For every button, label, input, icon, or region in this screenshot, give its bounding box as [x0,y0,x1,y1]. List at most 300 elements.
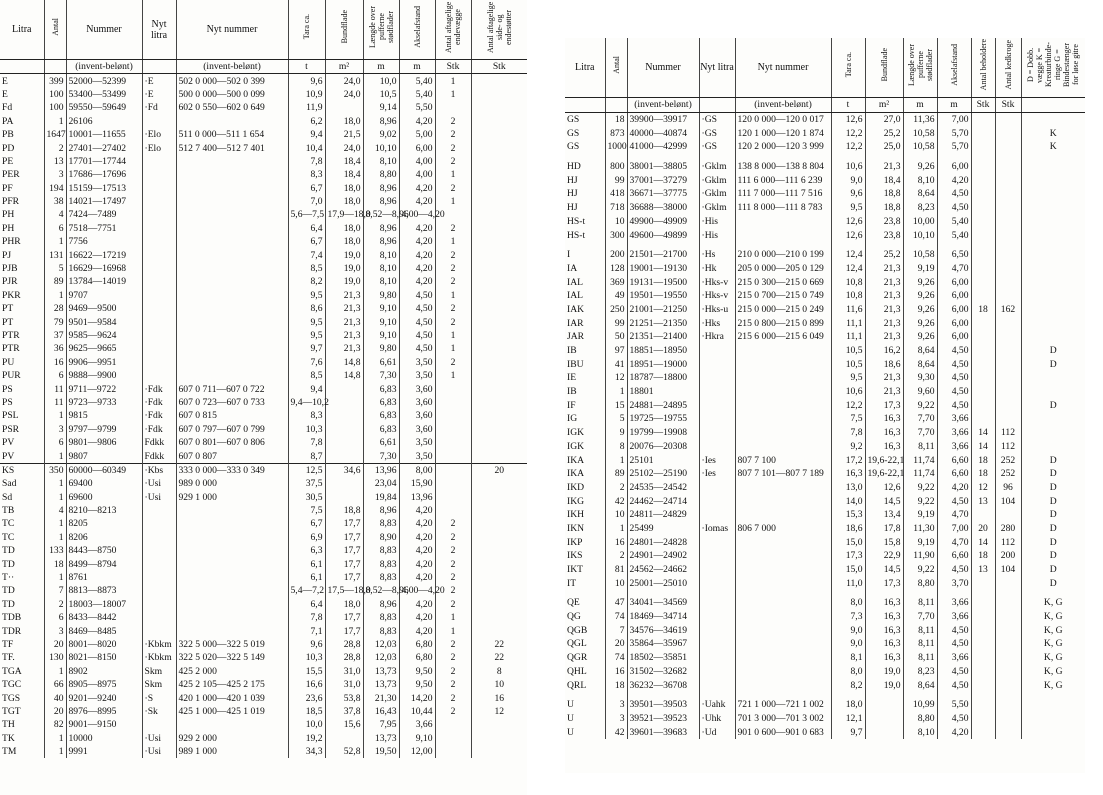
table-cell: PJ [0,248,44,261]
table-cell: K [1049,127,1057,139]
table-cell [699,678,735,692]
table-cell: 7 [44,584,66,597]
table-cell: 8 [496,665,502,677]
table-cell [735,651,831,665]
table-cell: 8469—8485 [66,624,142,637]
table-cell: 14 [971,535,995,549]
table-row [565,678,1085,692]
table-cell: 5 [605,412,627,426]
table-cell [1021,303,1085,317]
table-cell: 36688—38000 [627,201,699,215]
table-cell: 34576—34619 [627,623,699,637]
table-cell: 15,8 [865,535,903,549]
table-cell: PJR [0,275,44,288]
table-cell: 18 [971,549,995,563]
table-cell [1021,215,1085,229]
table-cell: 8,96 [363,115,399,128]
table-cell: 12,00 [399,745,435,758]
table-cell: 74 [605,651,627,665]
table-cell: 1 [44,235,66,248]
table-cell: 162 [995,303,1021,317]
table-cell: D [1049,454,1057,466]
table-cell: 8,10 [903,725,937,739]
table-cell: 6 [44,436,66,449]
table-cell: IT [565,576,605,590]
table-cell [995,678,1021,692]
table-cell: 1 [435,195,471,208]
table-cell: 8205 [66,517,142,530]
table-cell [471,289,527,302]
table-cell [699,665,735,679]
left-page [0,0,527,795]
table-cell: PTR [0,329,44,342]
table-cell: 35864—35967 [627,637,699,651]
table-cell [995,698,1021,712]
table-cell [971,160,995,174]
table-cell: 13 [44,155,66,168]
table-cell: D [1049,536,1057,548]
r-header-nyt-litra: Nyt litra [699,38,735,98]
table-cell: K, G [1043,652,1063,664]
table-cell: 10 [605,508,627,522]
table-cell: 6,83 [363,382,399,395]
table-cell: 10,3 [288,651,325,664]
table-cell: 24901—24902 [627,549,699,563]
table-cell: 425 1 000—425 1 019 [176,705,288,718]
table-cell: 19,0 [325,262,363,275]
table-cell: 21,3 [865,371,903,385]
r-beholdere-unit: Stk [971,98,995,113]
table-cell: 9,30 [903,371,937,385]
table-cell: 873 [605,126,627,140]
table-cell: 82 [44,718,66,731]
table-row [0,449,527,463]
table-row [0,342,527,355]
table-cell: 16 [605,665,627,679]
table-cell: K, G [1043,638,1063,650]
table-cell: 3 [605,698,627,712]
table-cell: 13,73 [363,665,399,678]
table-row [565,467,1085,481]
table-cell: 7,30 [363,449,399,463]
table-cell: 13,0 [831,481,865,495]
table-cell: 9,4 [288,382,325,395]
table-cell [176,557,288,570]
table-cell: 8,96 [363,235,399,248]
table-cell: 4,70 [937,535,971,549]
endevaegge-unit: Stk [435,60,471,74]
table-cell: 17,7 [325,624,363,637]
r-header-beholdere: Antal beholdere [978,39,988,91]
table-row [565,522,1085,536]
table-cell: 333 0 000—333 0 349 [176,463,288,477]
table-cell: 40000—40874 [627,126,699,140]
table-cell: 24881—24895 [627,398,699,412]
table-cell [471,222,527,235]
table-cell: PB [0,128,44,141]
table-cell: 42 [605,725,627,739]
header-antal: Antal [50,18,60,36]
table-cell: 1 [44,665,66,678]
table-cell: 21,3 [325,342,363,355]
table-cell: 21501—21700 [627,248,699,262]
table-cell: PA [0,115,44,128]
table-row [0,396,527,409]
table-cell: 21351—21400 [627,330,699,344]
table-row [0,74,527,88]
table-cell: 607 0 797—607 0 799 [176,423,288,436]
table-cell [971,398,995,412]
table-cell: 6,83 [363,423,399,436]
table-cell [325,409,363,422]
table-cell: 17,9—18,0 [325,208,363,221]
table-cell: 18787—18800 [627,371,699,385]
table-cell [699,481,735,495]
table-cell: 607 0 801—607 0 806 [176,436,288,449]
table-cell [435,101,471,114]
table-cell: 4,50 [937,344,971,358]
table-cell [471,396,527,409]
table-cell [735,215,831,229]
table-cell [699,623,735,637]
table-cell: ·S [142,691,176,704]
table-cell [1021,173,1085,187]
table-cell: PT [0,315,44,328]
table-cell: 11 [44,382,66,395]
table-cell [995,187,1021,201]
table-cell: 6,60 [937,549,971,563]
table-cell [325,423,363,436]
table-cell: 18851—18950 [627,344,699,358]
table-cell [735,637,831,651]
table-cell: 31502—32682 [627,665,699,679]
r-header-akselafstand: Akselafstand [949,44,959,86]
table-cell: 9,19 [903,262,937,276]
table-cell: 16,3 [865,412,903,426]
table-cell: 2 [435,584,471,597]
table-row [565,698,1085,712]
table-cell: 10 [605,215,627,229]
table-cell: 2 [435,182,471,195]
table-cell: 8,96 [363,222,399,235]
table-cell: 8210—8213 [66,504,142,517]
table-cell: IKN [565,522,605,536]
table-cell: ·Hkra [699,330,735,344]
table-cell: 15,3 [831,508,865,522]
table-cell: 9469—9500 [66,302,142,315]
table-row [0,557,527,570]
table-cell: 200 [605,248,627,262]
table-cell: QG [565,610,605,624]
table-cell: 4,20 [399,195,435,208]
table-cell: ·GS [699,140,735,154]
table-cell: 8,96 [363,182,399,195]
table-cell: 6,1 [288,571,325,584]
table-cell: 42 [605,494,627,508]
table-cell: 4,20 [937,173,971,187]
table-cell: 17,7 [325,531,363,544]
table-cell: 6,00 [937,275,971,289]
table-cell: 18502—35851 [627,651,699,665]
table-cell: 111 6 000—111 6 239 [735,173,831,187]
table-cell: 23,8 [865,228,903,242]
table-cell: 1 [435,168,471,181]
table-cell [176,598,288,611]
table-cell: 16 [605,535,627,549]
table-cell: 8021—8150 [66,651,142,664]
table-cell: ·Hks [699,316,735,330]
table-cell [471,409,527,422]
table-cell: U [565,712,605,726]
table-cell: 9,0 [831,623,865,637]
table-cell [995,508,1021,522]
table-cell [735,385,831,399]
table-cell: T·· [0,571,44,584]
table-cell [176,315,288,328]
table-cell: 9 [605,426,627,440]
table-row [0,638,527,651]
table-cell: 252 [995,453,1021,467]
table-cell: 3,66 [937,412,971,426]
table-cell: GS [565,112,605,126]
table-cell: 21,3 [865,289,903,303]
table-cell: 2 [435,691,471,704]
table-cell [1021,316,1085,330]
table-cell: D [1049,564,1057,576]
table-cell: 8,64 [903,187,937,201]
table-cell: 25001—25010 [627,576,699,590]
table-cell: 7,1 [288,624,325,637]
table-cell [471,624,527,637]
table-cell: 929 2 000 [176,732,288,745]
table-cell: 24,0 [325,88,363,101]
table-cell: 9,26 [903,330,937,344]
table-cell [971,201,995,215]
table-row [0,208,527,221]
table-cell: IAK [565,303,605,317]
table-cell: Fd [0,101,44,114]
table-cell: 4,00—4,20 [399,208,435,221]
table-cell [142,222,176,235]
table-row [565,385,1085,399]
table-cell: K, G [1043,597,1063,609]
table-row [565,508,1085,522]
table-cell: HD [565,160,605,174]
table-cell: 59550—59649 [66,101,142,114]
table-cell: 10,9 [288,88,325,101]
table-cell: 8,2 [288,275,325,288]
table-cell [176,329,288,342]
table-cell [971,725,995,739]
table-cell: 2 [435,517,471,530]
table-cell: 8,83 [363,557,399,570]
table-cell: 425 2 105—425 2 175 [176,678,288,691]
table-cell: 9625—9665 [66,342,142,355]
table-cell: QHL [565,665,605,679]
table-cell: PER [0,168,44,181]
table-cell: 6,7 [288,517,325,530]
table-cell [435,491,471,504]
table-cell: 1000 [605,140,627,154]
table-cell: 20 [44,638,66,651]
table-cell [325,382,363,395]
table-cell: 19,6-22,1 [865,467,903,481]
table-row [0,611,527,624]
table-cell: TK [0,732,44,745]
table-cell: TD [0,557,44,570]
table-cell: 25,2 [865,248,903,262]
table-cell: 4,50 [399,342,435,355]
table-cell: K, G [1043,665,1063,677]
table-cell: 22 [494,652,505,664]
table-row [0,491,527,504]
table-cell: 5,70 [937,126,971,140]
r-tara-unit: t [831,98,865,113]
table-cell: 4,20 [399,544,435,557]
table-cell: 4,50 [399,289,435,302]
table-cell: 1647 [44,128,66,141]
table-cell: 7,8 [288,611,325,624]
table-cell: 9,6 [288,638,325,651]
table-cell: K, G [1043,611,1063,623]
table-cell [471,356,527,369]
table-cell: ·Gklm [699,173,735,187]
table-cell [699,549,735,563]
table-cell: 6,00 [937,303,971,317]
table-row [565,112,1085,126]
table-cell [471,262,527,275]
table-cell [995,344,1021,358]
table-cell [176,182,288,195]
table-cell: PSR [0,423,44,436]
table-cell: QGL [565,637,605,651]
table-cell: 5,4—7,2 [288,584,325,597]
table-cell: 19725—19755 [627,412,699,426]
r-header-nyt-nummer: Nyt nummer [735,38,831,98]
table-cell [471,342,527,355]
table-cell: 7,8 [288,155,325,168]
table-cell: 138 8 000—138 8 804 [735,160,831,174]
table-cell: 9,0 [831,637,865,651]
table-cell: 3 [44,168,66,181]
table-cell [735,344,831,358]
table-cell [971,173,995,187]
table-cell: 989 1 000 [176,745,288,758]
table-cell [971,596,995,610]
table-row [0,315,527,328]
table-cell: 9,7 [831,725,865,739]
table-cell: 11,0 [831,576,865,590]
table-cell: 418 [605,187,627,201]
table-cell: 8,23 [903,665,937,679]
table-cell [176,517,288,530]
table-cell: 9,22 [903,481,937,495]
table-cell [971,275,995,289]
table-cell: 3,60 [399,409,435,422]
table-cell: 2 [435,141,471,154]
akselafstand-unit: m [399,60,435,74]
table-cell: 18,4 [325,168,363,181]
table-cell: PU [0,356,44,369]
table-cell: 30,5 [288,491,325,504]
table-cell: 49600—49899 [627,228,699,242]
table-cell [142,235,176,248]
table-cell: 12,2 [831,398,865,412]
table-cell [471,128,527,141]
table-cell: 69400 [66,477,142,490]
table-cell: 39601—39683 [627,725,699,739]
table-cell: 5,50 [399,101,435,114]
table-cell: 9,60 [903,385,937,399]
table-row [0,356,527,369]
table-row [0,517,527,530]
table-cell [1021,330,1085,344]
table-cell: 8,83 [363,517,399,530]
table-cell: E [0,88,44,101]
table-cell: 1 [44,115,66,128]
table-cell: 4,20 [399,557,435,570]
table-cell [699,596,735,610]
table-cell: 420 1 000—420 1 039 [176,691,288,704]
table-cell: 1 [44,409,66,422]
table-cell: 8499—8794 [66,557,142,570]
table-row [565,303,1085,317]
table-cell: 9711—9722 [66,382,142,395]
table-cell: 210 0 000—210 0 199 [735,248,831,262]
table-cell: 9,0 [831,173,865,187]
table-cell: 112 [995,440,1021,454]
table-cell: 19,6-22,1 [865,453,903,467]
table-row [0,182,527,195]
table-cell: 50 [605,330,627,344]
table-row [565,426,1085,440]
table-cell: 6,00 [399,141,435,154]
table-cell: 5,50 [937,698,971,712]
table-cell [435,718,471,731]
table-cell: 3,60 [399,382,435,395]
header-nyt-litra: Nyt litra [142,0,176,60]
table-row [565,665,1085,679]
table-cell: 9,22 [903,494,937,508]
table-cell: 4 [44,504,66,517]
table-cell [1021,698,1085,712]
table-cell: 8,0 [831,665,865,679]
table-cell: 12,03 [363,638,399,651]
table-cell: 5,40 [937,228,971,242]
table-cell: 602 0 550—602 0 649 [176,101,288,114]
table-cell: ·Hks-v [699,289,735,303]
r-header-bundflade: Bundflade [879,48,889,82]
table-cell: 721 1 000—721 1 002 [735,698,831,712]
table-cell: IB [565,344,605,358]
table-cell: 21,3 [865,262,903,276]
table-cell: 11,6 [831,303,865,317]
table-cell [176,289,288,302]
table-cell: 52,8 [325,745,363,758]
table-cell: 23,04 [363,477,399,490]
table-cell: 4,50 [399,329,435,342]
sidevaegge-unit: Stk [471,60,527,74]
table-cell: 9906—9951 [66,356,142,369]
left-table-body [0,74,527,758]
table-cell: QE [565,596,605,610]
table-cell: 22,9 [865,549,903,563]
table-cell: 10,5 [363,88,399,101]
table-cell [471,491,527,504]
table-cell: 4,20 [399,531,435,544]
table-row [0,718,527,731]
table-cell: 7,30 [363,369,399,382]
